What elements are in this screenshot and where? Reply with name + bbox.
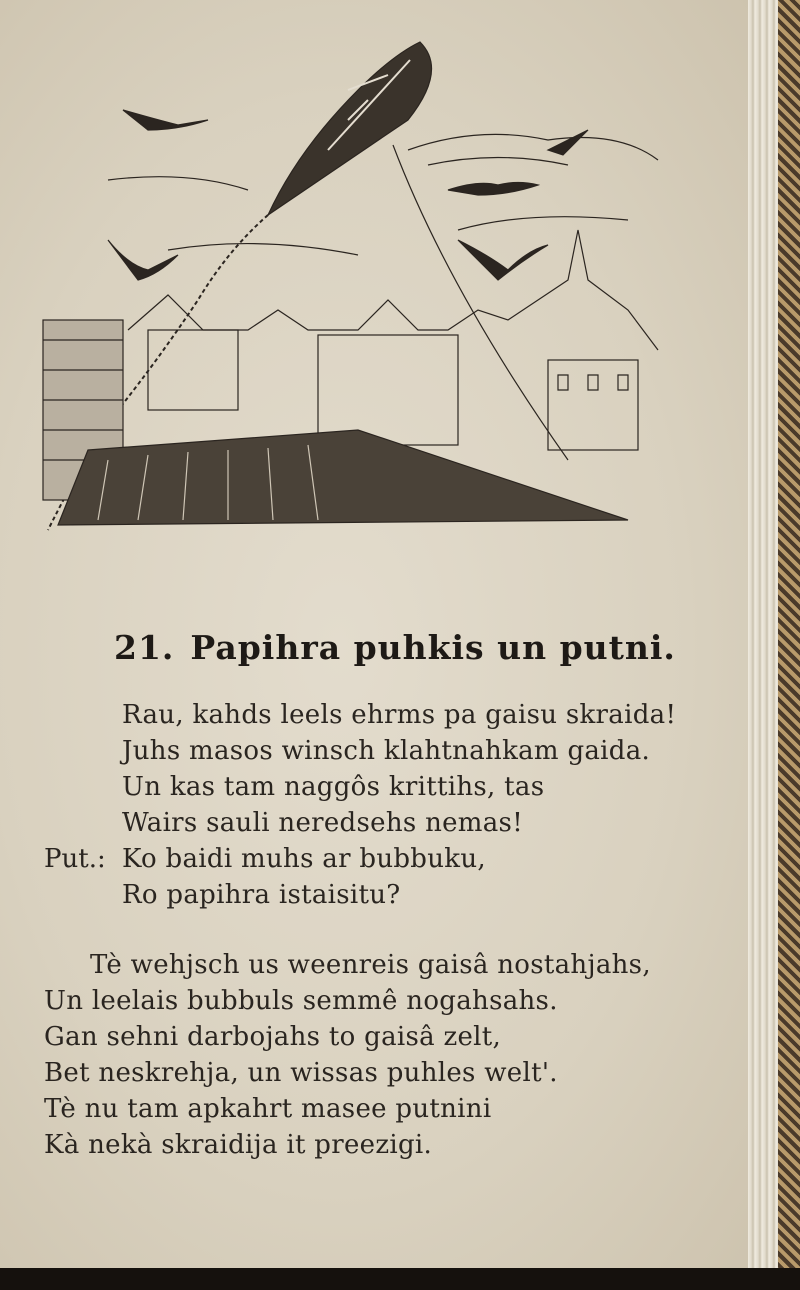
verse-line: Kà nekà skraidija it preezigi. [44,1130,433,1160]
verse-line: Rau, kahds leels ehrms pa gaisu skraida! [122,700,677,730]
bird [548,130,588,155]
verse-line: Ro papihra istaisitu? [122,880,401,910]
cloud [408,134,658,160]
verse-line: Tè wehjsch us weenreis gaisâ nostahjahs, [90,950,651,980]
kite [268,42,432,215]
cloud [168,244,358,255]
verse-line: Wairs sauli neredsehs nemas! [122,808,523,838]
verse-line: Ko baidi muhs ar bubbuku, [122,844,486,874]
poem-title [114,628,676,667]
verse-line: Un kas tam naggôs krittihs, tas [122,772,545,802]
book-cover-edge [778,0,800,1290]
houses [128,230,658,350]
cloud [458,217,628,230]
bird [458,240,548,280]
poem-number: 21. [114,628,175,667]
speaker-label: Put.: [44,844,106,874]
bird [123,110,208,130]
verse-line: Gan sehni darbojahs to gaisâ zelt, [44,1022,502,1052]
bird [108,240,178,280]
verse-line: Juhs masos winsch klahtnahkam gaida. [122,736,651,766]
cloud [108,177,248,190]
bird [448,183,538,196]
kite-engraving [28,30,668,555]
bottom-shadow [0,1268,800,1290]
verse-line: Un leelais bubbuls semmê nogahsahs. [44,986,558,1016]
cloud [428,158,568,166]
verse-line: Tè nu tam apkahrt masee putnini [44,1094,492,1124]
poem-title-text: Papihra puhkis un putni. [190,628,676,667]
roof [58,430,628,525]
verse-line: Bet neskrehja, un wissas puhles welt'. [44,1058,558,1088]
